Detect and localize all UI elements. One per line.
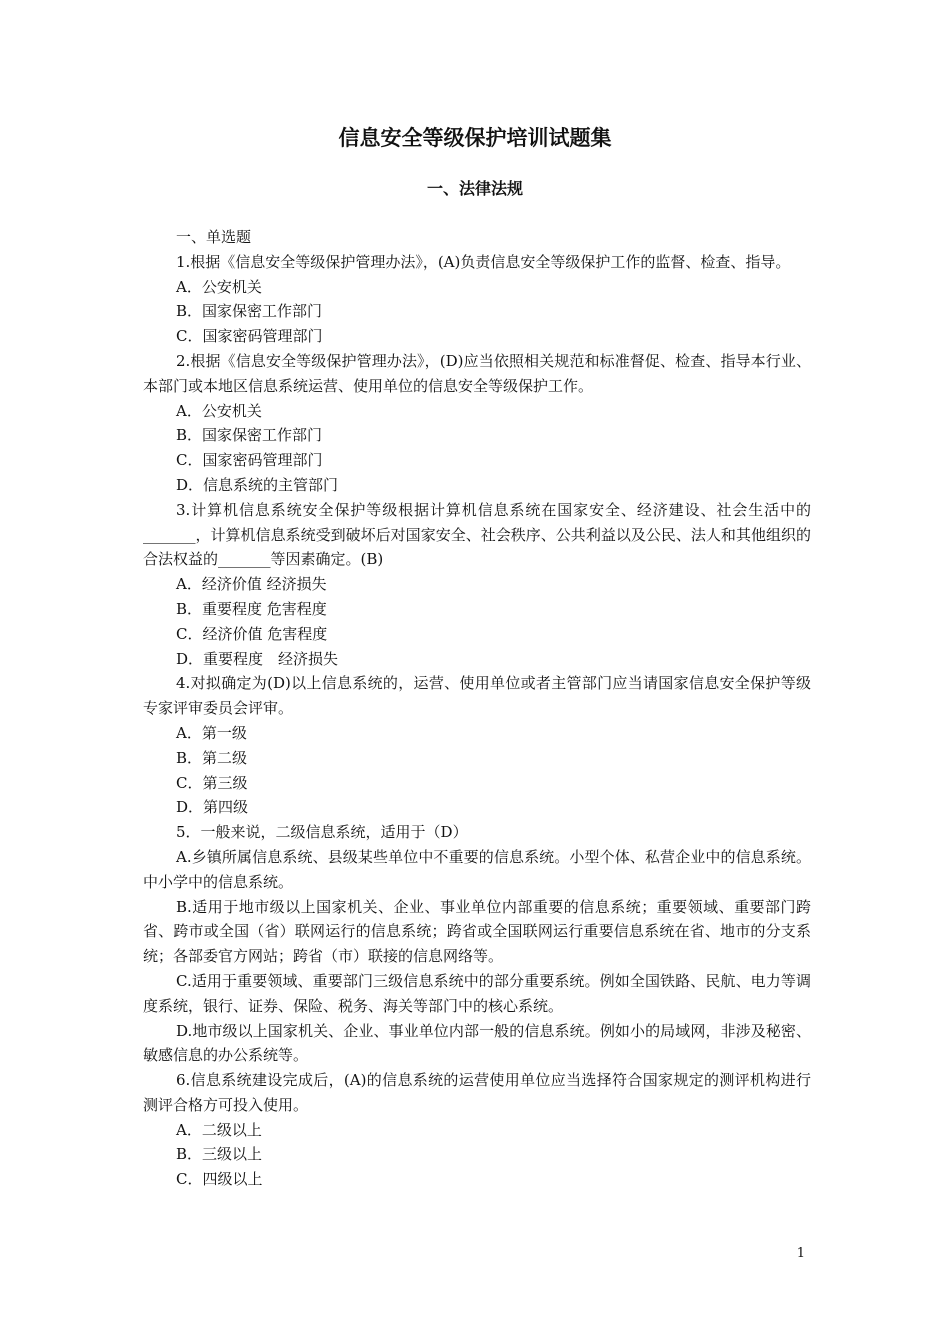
question-text: 6.信息系统建设完成后，(A)的信息系统的运营使用单位应当选择符合国家规定的测评机构进行测评合格方可投入使用。 [143,1071,811,1114]
answer-option: A．经济价值 经济损失 [176,575,327,594]
answer-option: B．重要程度 危害程度 [176,599,327,618]
answer-option: B．三级以上 [176,1145,263,1164]
question-text: 5．一般来说，二级信息系统，适用于（D） [176,823,468,842]
answer-option: A.乡镇所属信息系统、县级某些单位中不重要的信息系统。小型个体、私营企业中的信息系统。中小学中的信息系统。 [143,847,811,891]
document-title: 信息安全等级保护培训试题集 [338,126,612,150]
section-subheading: 一、单选题 [176,228,252,246]
answer-option: C．第三级 [176,773,248,792]
answer-option: B．国家保密工作部门 [176,426,323,445]
question-text: 2.根据《信息安全等级保护管理办法》，(D)应当依照相关规范和标准督促、检查、指导本行业、本部门或本地区信息系统运营、使用单位的信息安全等级保护工作。 [143,351,811,395]
answer-option: B．第二级 [176,748,248,767]
answer-option: C.适用于重要领域、重要部门三级信息系统中的部分重要系统。例如全国铁路、民航、电力等调度系统，银行、证券、保险、税务、海关等部门中的核心系统。 [143,971,811,1015]
answer-option: D．第四级 [176,798,249,817]
question-text: 3.计算机信息系统安全保护等级根据计算机信息系统在国家安全、经济建设、社会生活中的_______，计算机信息系统受到破坏后对国家安全、社会秩序、公共利益以及公民、法人和其他组织的合法权益的_______等因素确定。(B) [143,500,811,569]
answer-option: C．国家密码管理部门 [176,327,323,346]
answer-option: B．国家保密工作部门 [176,302,323,321]
answer-option: C．四级以上 [176,1170,263,1189]
answer-option: A．公安机关 [176,277,262,296]
question-text: 1.根据《信息安全等级保护管理办法》，(A)负责信息安全等级保护工作的监督、检查、指导。 [176,252,791,271]
answer-option: D．信息系统的主管部门 [176,475,339,494]
answer-option: B.适用于地市级以上国家机关、企业、事业单位内部重要的信息系统；重要领域、重要部门跨省、跨市或全国（省）联网运行的信息系统；跨省或全国联网运行重要信息系统在省、地市的分支系统；各部委官方网站；跨省（市）联接的信息网络等。 [143,897,811,966]
answer-option: A．公安机关 [176,401,262,420]
answer-option: D.地市级以上国家机关、企业、事业单位内部一般的信息系统。例如小的局域网，非涉及秘密、敏感信息的办公系统等。 [143,1021,811,1065]
answer-option: A．第一级 [176,723,247,742]
answer-option: C．国家密码管理部门 [176,451,323,470]
question-text: 4.对拟确定为(D)以上信息系统的，运营、使用单位或者主管部门应当请国家信息安全保护等级专家评审委员会评审。 [143,674,811,718]
answer-option: D．重要程度 经济损失 [176,649,339,668]
page-number: 1 [796,1246,805,1261]
answer-option: C．经济价值 危害程度 [176,624,328,643]
document-body [143,225,811,1192]
answer-option: A．二级以上 [176,1120,262,1139]
section-heading: 一、法律法规 [426,179,523,198]
